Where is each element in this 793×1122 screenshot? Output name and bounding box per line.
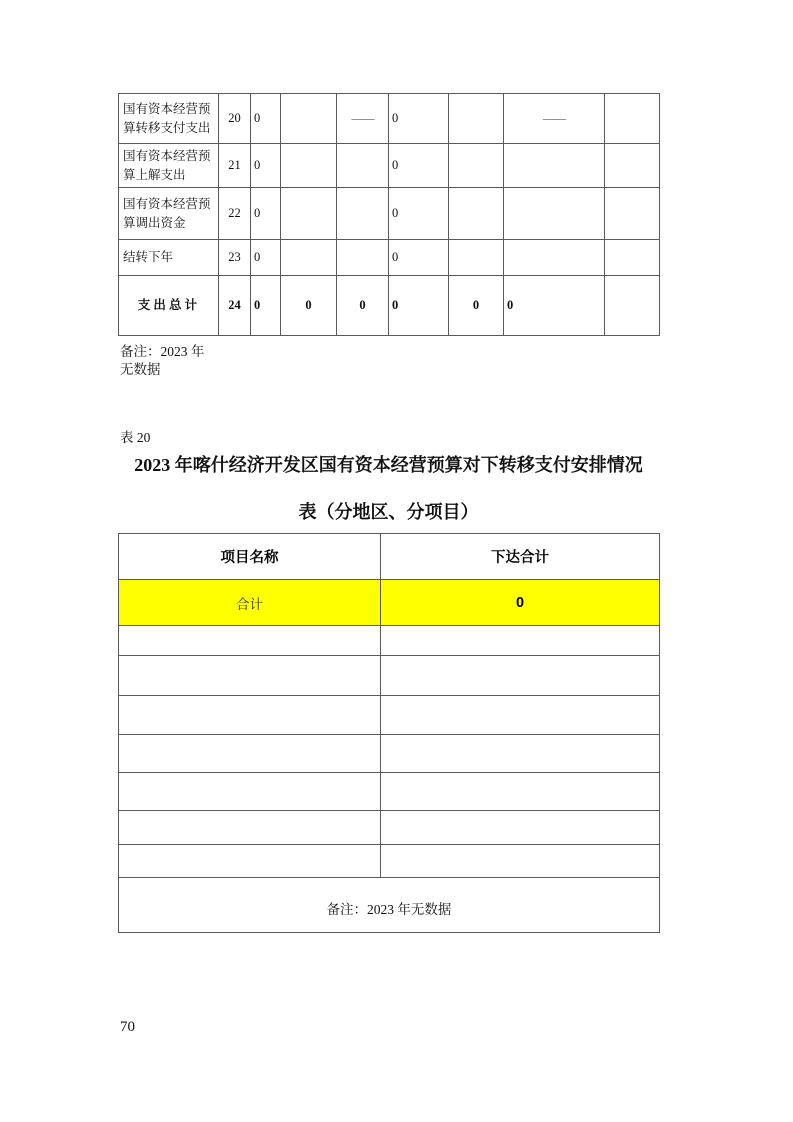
empty-row: [119, 811, 660, 845]
table-cell: [337, 240, 389, 276]
table-cell: [504, 240, 605, 276]
table-cell: ——: [337, 94, 389, 144]
table-cell: [381, 845, 660, 878]
table-cell: [381, 811, 660, 845]
table-cell: [119, 773, 381, 811]
table-row: [119, 94, 660, 144]
table-cell: [605, 94, 660, 144]
title-line-1: 2023 年喀什经济开发区国有资本经营预算对下转移支付安排情况: [134, 455, 643, 475]
table-cell: [119, 845, 381, 878]
table-cell: 0: [504, 276, 605, 336]
empty-row: [119, 656, 660, 696]
note-line: 无数据: [120, 362, 161, 377]
total-row: [119, 580, 660, 626]
table-cell: [381, 696, 660, 735]
row-label: 国有资本经营预算调出资金: [119, 188, 219, 240]
grand-total-row: [119, 276, 660, 336]
table-cell: [381, 735, 660, 773]
table-cell: 0: [251, 188, 281, 240]
table-cell: [449, 94, 504, 144]
row-number: 21: [219, 144, 251, 188]
table-cell: 0: [337, 276, 389, 336]
table-cell: [381, 773, 660, 811]
table1-note: [120, 343, 204, 379]
table-cell: [281, 240, 337, 276]
table-cell: [449, 240, 504, 276]
row-number: 22: [219, 188, 251, 240]
empty-row: [119, 845, 660, 878]
table-cell: [381, 656, 660, 696]
table-cell: [605, 276, 660, 336]
table-cell: [504, 188, 605, 240]
empty-row: [119, 735, 660, 773]
table-cell: 0: [251, 240, 281, 276]
table-cell: [337, 144, 389, 188]
table2-title: [118, 452, 659, 525]
header-row: [119, 534, 660, 580]
table-row: [119, 144, 660, 188]
table-row: [119, 240, 660, 276]
table-cell: 0: [281, 276, 337, 336]
table-cell: 0: [251, 276, 281, 336]
title-line-2: 表（分地区、分项目）: [298, 502, 479, 522]
table-cell: 0: [389, 240, 449, 276]
table-cell: [119, 626, 381, 656]
budget-expenditure-table: [118, 93, 660, 336]
table-cell: 0: [389, 188, 449, 240]
table-cell: [605, 144, 660, 188]
empty-row: [119, 696, 660, 735]
table-cell: [119, 656, 381, 696]
table-cell: ——: [504, 94, 605, 144]
row-label: 国有资本经营预算转移支付支出: [119, 94, 219, 144]
table-cell: [119, 696, 381, 735]
table-cell: 0: [389, 94, 449, 144]
table-cell: 0: [449, 276, 504, 336]
table-cell: [504, 144, 605, 188]
transfer-payment-table: [118, 533, 660, 933]
table-cell: [281, 94, 337, 144]
page-number: 70: [120, 1019, 135, 1035]
table-cell: [381, 626, 660, 656]
row-label: 支 出 总 计: [119, 276, 219, 336]
header-grand-total: 下达合计: [381, 534, 660, 580]
note-line: 备注：2023 年: [120, 344, 205, 359]
header-project-name: 项目名称: [119, 534, 381, 580]
table2-note: 备注：2023 年无数据: [119, 878, 660, 933]
table-cell: [337, 188, 389, 240]
table-cell: 0: [389, 144, 449, 188]
table2-note-row: [119, 878, 660, 933]
table-cell: 0: [251, 94, 281, 144]
empty-row: [119, 626, 660, 656]
table-cell: [281, 188, 337, 240]
table-cell: [605, 188, 660, 240]
table-cell: [449, 144, 504, 188]
row-number: 20: [219, 94, 251, 144]
table-cell: [119, 811, 381, 845]
row-number: 24: [219, 276, 251, 336]
table-number-label: 表 20: [120, 430, 151, 445]
table-cell: 0: [251, 144, 281, 188]
total-row-value: 0: [381, 580, 660, 626]
table-cell: [281, 144, 337, 188]
table-cell: [449, 188, 504, 240]
row-number: 23: [219, 240, 251, 276]
total-row-name: 合计: [119, 580, 381, 626]
table-cell: [119, 735, 381, 773]
empty-row: [119, 773, 660, 811]
row-label: 国有资本经营预算上解支出: [119, 144, 219, 188]
table-cell: [605, 240, 660, 276]
table-row: [119, 188, 660, 240]
table-cell: 0: [389, 276, 449, 336]
row-label: 结转下年: [119, 240, 219, 276]
